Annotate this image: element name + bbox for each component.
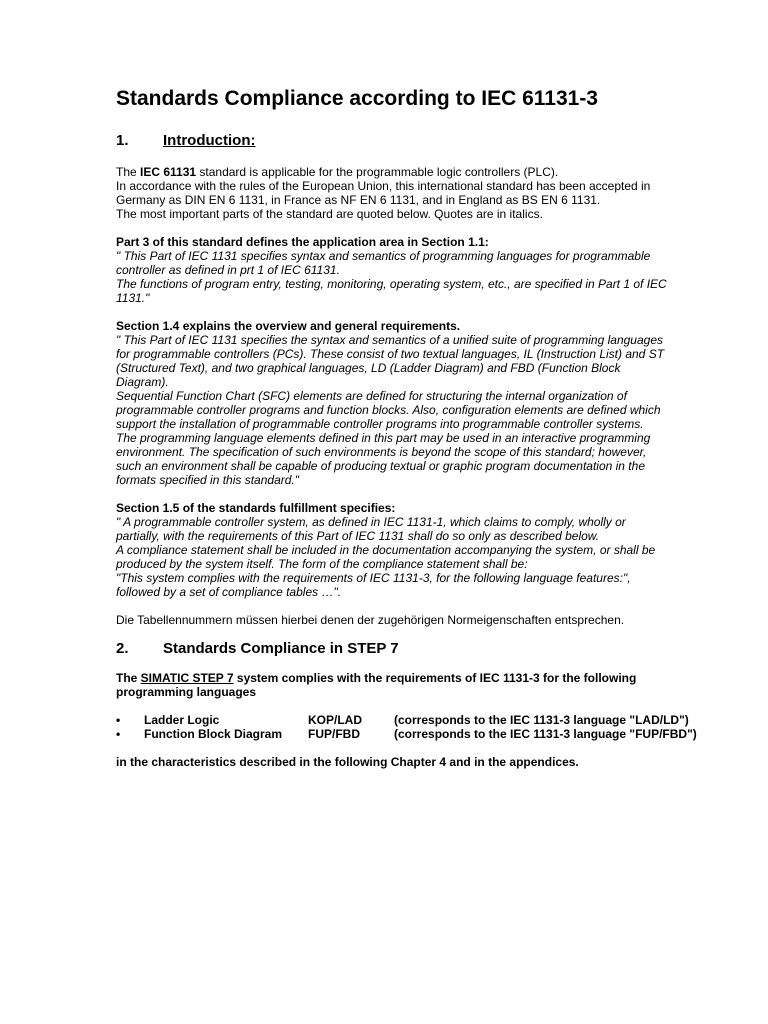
step7-lead-line-1 <box>116 671 736 685</box>
intro-line-1 <box>116 165 736 179</box>
bullet-icon: • <box>116 713 121 727</box>
section-2-title: Standards Compliance in STEP 7 <box>163 640 399 657</box>
language-abbr: FUP/FBD <box>308 727 360 741</box>
section14-quote-line: for programmable controllers (PCs). These consist of two textual languages, IL (Instruction List) and ST <box>116 347 665 361</box>
section14-quote-line: Diagram). <box>116 375 169 389</box>
language-name: Ladder Logic <box>144 713 220 727</box>
list-item <box>116 727 736 741</box>
section15-quote-line: A compliance statement shall be included in the documentation accompanying the system, or shall be <box>116 543 656 557</box>
german-note: Die Tabellennummern müssen hierbei denen der zugehörigen Normeigenschaften entsprechen. <box>116 613 625 627</box>
list-item <box>116 713 736 727</box>
bullet-icon: • <box>116 727 121 741</box>
intro-line: In accordance with the rules of the European Union, this international standard has been accepted in <box>116 179 651 193</box>
section14-heading: Section 1.4 explains the overview and general requirements. <box>116 319 461 333</box>
step7-lead <box>116 671 736 699</box>
intro-standard-name: IEC 61131 <box>140 165 197 179</box>
section14-quote-line: (Structured Text), and two graphical languages, LD (Ladder Diagram) and FBD (Function Block <box>116 361 621 375</box>
step7-lead-pre: The <box>116 671 141 685</box>
section14-quote-line: support the installation of programmable controller programs into programmable controller systems. <box>116 417 644 431</box>
intro-line: Germany as DIN EN 6 1131, in France as NF EN 6 1131, and in England as BS EN 6 1131. <box>116 193 601 207</box>
intro-pre: The <box>116 165 141 179</box>
section14-quote-line: formats specified in this standard." <box>116 473 300 487</box>
language-list <box>116 713 736 741</box>
section14-block <box>116 319 736 487</box>
section15-quote-line: "This system complies with the requirements of IEC 1131-3, for the following language features:", <box>116 571 631 585</box>
section15-quote-line: produced by the system itself. The form of the compliance statement shall be: <box>116 557 528 571</box>
simatic-step7-link[interactable]: SIMATIC STEP 7 <box>140 671 234 685</box>
section-1-title: Introduction: <box>163 132 256 149</box>
document-title: Standards Compliance according to IEC 61131-3 <box>116 87 598 110</box>
section15-block <box>116 501 736 599</box>
document-page <box>116 86 736 769</box>
part3-quote-line: 1131." <box>116 291 150 305</box>
section15-quote-line: followed by a set of compliance tables …". <box>116 585 342 599</box>
section15-quote-line: " A programmable controller system, as defined in IEC 1131-1, which claims to comply, wholly or <box>116 515 626 529</box>
closing-line: in the characteristics described in the following Chapter 4 and in the appendices. <box>116 755 579 769</box>
section14-quote-line: programmable controller programs and function blocks. Also, configuration elements are defined which <box>116 403 661 417</box>
language-abbr: KOP/LAD <box>308 713 362 727</box>
intro-post: standard is applicable for the programmable logic controllers (PLC). <box>196 165 559 179</box>
section14-quote-line: " This Part of IEC 1131 specifies the syntax and semantics of a unified suite of programming languages <box>116 333 663 347</box>
section14-quote-line: Sequential Function Chart (SFC) elements are defined for structuring the internal organization of <box>116 389 627 403</box>
section14-quote-line: The programming language elements defined in this part may be used in an interactive programming <box>116 431 651 445</box>
language-note: (corresponds to the IEC 1131-3 language "FUP/FBD") <box>394 727 697 741</box>
section-2-heading <box>116 639 736 659</box>
part3-quote-line: The functions of program entry, testing, monitoring, operating system, etc., are specified in Part 1 of IEC <box>116 277 667 291</box>
section-2-number: 2. <box>116 640 129 657</box>
part3-block <box>116 235 736 305</box>
language-note: (corresponds to the IEC 1131-3 language "LAD/LD") <box>394 713 689 727</box>
intro-paragraph <box>116 165 736 221</box>
intro-line: The most important parts of the standard are quoted below. Quotes are in italics. <box>116 207 543 221</box>
step7-lead-line-2: programming languages <box>116 685 257 699</box>
part3-heading: Part 3 of this standard defines the application area in Section 1.1: <box>116 235 489 249</box>
step7-lead-post: system complies with the requirements of IEC 1131-3 for the following <box>233 671 637 685</box>
language-name: Function Block Diagram <box>144 727 283 741</box>
section14-quote-line: environment. The specification of such environments is beyond the scope of this standard; however, <box>116 445 647 459</box>
section-1-number: 1. <box>116 132 129 149</box>
section-1-heading <box>116 131 736 151</box>
section15-heading: Section 1.5 of the standards fulfillment specifies: <box>116 501 396 515</box>
section15-quote-line: partially, with the requirements of this Part of IEC 1131 shall do so only as described below. <box>116 529 600 543</box>
part3-quote-line: " This Part of IEC 1131 specifies syntax and semantics of programming languages for programmable <box>116 249 651 263</box>
section14-quote-line: such an environment shall be capable of producing textual or graphic program documentation in the <box>116 459 645 473</box>
part3-quote-line: controller as defined in prt 1 of IEC 61131. <box>116 263 340 277</box>
